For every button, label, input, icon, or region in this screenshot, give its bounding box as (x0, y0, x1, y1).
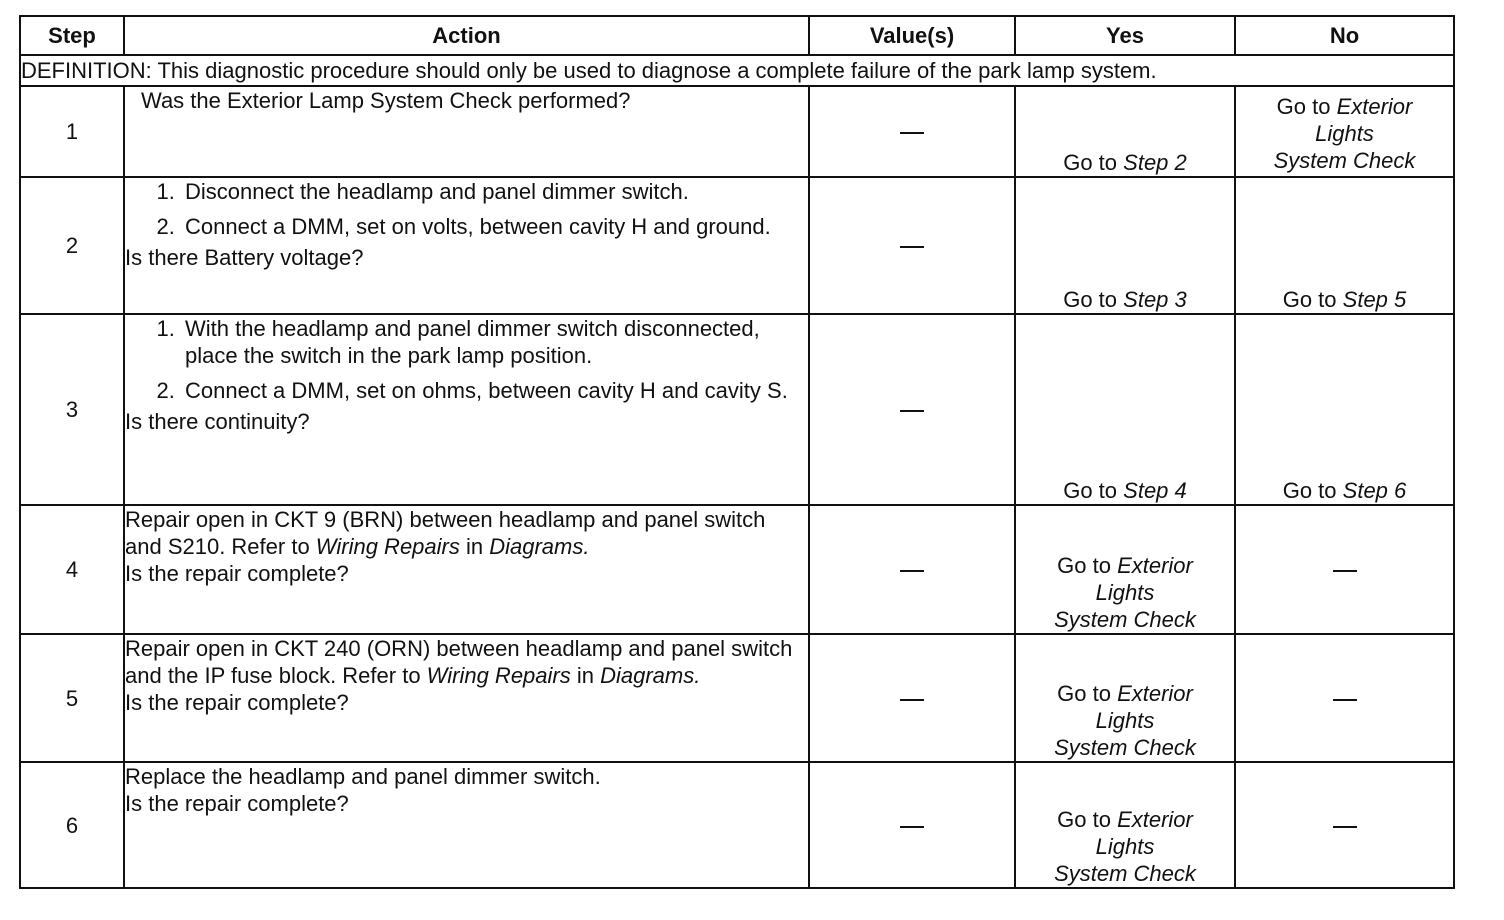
dash-mark (1333, 570, 1357, 572)
action-text-part: Repair open in CKT 9 (BRN) between headlamp and panel switch and S210. Refer to (125, 507, 766, 559)
go-to-label: Go to (1282, 478, 1337, 503)
table-row (20, 505, 1454, 634)
yes-cell (1015, 634, 1235, 762)
value-cell (809, 177, 1015, 314)
yes-check-link[interactable]: Lights (1095, 834, 1155, 859)
wiring-repairs-link[interactable]: Wiring Repairs (315, 534, 460, 559)
go-to-label: Go to (1057, 681, 1111, 706)
action-text-part: Repair open in CKT 240 (ORN) between headlamp and panel switch and the IP fuse block. Refer to (125, 636, 793, 688)
go-to-label: Go to (1063, 287, 1118, 312)
step-number: 2 (20, 177, 124, 314)
action-cell (124, 505, 809, 634)
yes-check-link[interactable]: Lights (1095, 708, 1155, 733)
header-no: No (1235, 16, 1454, 55)
yes-cell (1015, 505, 1235, 634)
header-yes: Yes (1015, 16, 1235, 55)
diagnostic-table (19, 15, 1455, 889)
yes-step-link[interactable]: Step 2 (1123, 150, 1187, 175)
action-text (125, 635, 808, 689)
yes-step-link[interactable]: Step 4 (1123, 478, 1187, 503)
yes-cell (1015, 86, 1235, 177)
dash-mark (900, 132, 924, 134)
action-question: Is the repair complete? (125, 791, 349, 816)
no-check-link[interactable]: Lights (1315, 121, 1374, 146)
action-text: Replace the headlamp and panel dimmer switch. (125, 764, 601, 789)
action-cell (124, 634, 809, 762)
no-cell (1235, 86, 1454, 177)
yes-check-link[interactable]: Exterior (1117, 807, 1193, 832)
header-values: Value(s) (809, 16, 1015, 55)
step-number: 1 (20, 86, 124, 177)
diagrams-link[interactable]: Diagrams. (489, 534, 590, 559)
action-text: Was the Exterior Lamp System Check performed? (141, 88, 631, 113)
go-to-label: Go to (1282, 287, 1337, 312)
action-steps (125, 178, 808, 244)
action-question: Is the repair complete? (125, 690, 349, 715)
dash-mark (900, 246, 924, 248)
dash-mark (1333, 699, 1357, 701)
yes-cell (1015, 177, 1235, 314)
no-check-link[interactable]: System Check (1273, 148, 1416, 173)
go-to-label: Go to (1057, 807, 1111, 832)
yes-check-link[interactable]: System Check (1054, 735, 1196, 760)
table-row (20, 314, 1454, 505)
yes-check-link[interactable]: System Check (1054, 861, 1196, 886)
action-text-part: in (570, 663, 601, 688)
value-cell (809, 314, 1015, 505)
action-question: Is there Battery voltage? (125, 245, 364, 270)
step-number: 6 (20, 762, 124, 888)
no-step-link[interactable]: Step 6 (1342, 478, 1407, 503)
table-row (20, 177, 1454, 314)
go-to-label: Go to (1063, 478, 1118, 503)
value-cell (809, 86, 1015, 177)
no-step-link[interactable]: Step 5 (1342, 287, 1407, 312)
action-text (125, 506, 808, 560)
action-question: Is the repair complete? (125, 561, 349, 586)
action-cell (124, 314, 809, 505)
action-step-item: 1. With the headlamp and panel dimmer switch disconnected, place the switch in the park lamp position. (181, 315, 808, 369)
action-cell (124, 762, 809, 888)
no-cell (1235, 177, 1454, 314)
yes-step-link[interactable]: Step 3 (1123, 287, 1187, 312)
action-step-item: 1. Disconnect the headlamp and panel dimmer switch. (181, 178, 808, 205)
go-to-label: Go to (1276, 94, 1331, 119)
table-row (20, 634, 1454, 762)
yes-check-link[interactable]: Exterior (1117, 681, 1193, 706)
yes-cell (1015, 314, 1235, 505)
value-cell (809, 762, 1015, 888)
action-steps (125, 315, 808, 408)
yes-cell (1015, 762, 1235, 888)
action-step-item: 2. Connect a DMM, set on volts, between cavity H and ground. (181, 213, 808, 240)
header-row (20, 16, 1454, 55)
action-question: Is there continuity? (125, 409, 310, 434)
action-cell (124, 86, 809, 177)
no-cell (1235, 314, 1454, 505)
dash-mark (900, 699, 924, 701)
no-check-link[interactable]: Exterior (1336, 94, 1413, 119)
definition-text: DEFINITION: This diagnostic procedure should only be used to diagnose a complete failure of the park lamp system. (20, 55, 1454, 86)
dash-mark (900, 570, 924, 572)
diagrams-link[interactable]: Diagrams. (600, 663, 701, 688)
dash-mark (900, 826, 924, 828)
value-cell (809, 634, 1015, 762)
value-cell (809, 505, 1015, 634)
go-to-label: Go to (1063, 150, 1118, 175)
go-to-label: Go to (1057, 553, 1111, 578)
step-number: 4 (20, 505, 124, 634)
no-cell (1235, 634, 1454, 762)
step-number: 3 (20, 314, 124, 505)
wiring-repairs-link[interactable]: Wiring Repairs (426, 663, 571, 688)
yes-check-link[interactable]: Lights (1095, 580, 1155, 605)
yes-check-link[interactable]: Exterior (1117, 553, 1193, 578)
step-number: 5 (20, 634, 124, 762)
no-cell (1235, 762, 1454, 888)
dash-mark (900, 410, 924, 412)
dash-mark (1333, 826, 1357, 828)
table-row (20, 762, 1454, 888)
action-step-item: 2. Connect a DMM, set on ohms, between cavity H and cavity S. (181, 377, 808, 404)
header-step: Step (20, 16, 124, 55)
header-action: Action (124, 16, 809, 55)
table-row (20, 86, 1454, 177)
yes-check-link[interactable]: System Check (1054, 607, 1196, 632)
action-text-part: in (459, 534, 490, 559)
action-cell (124, 177, 809, 314)
no-cell (1235, 505, 1454, 634)
definition-row (20, 55, 1454, 86)
